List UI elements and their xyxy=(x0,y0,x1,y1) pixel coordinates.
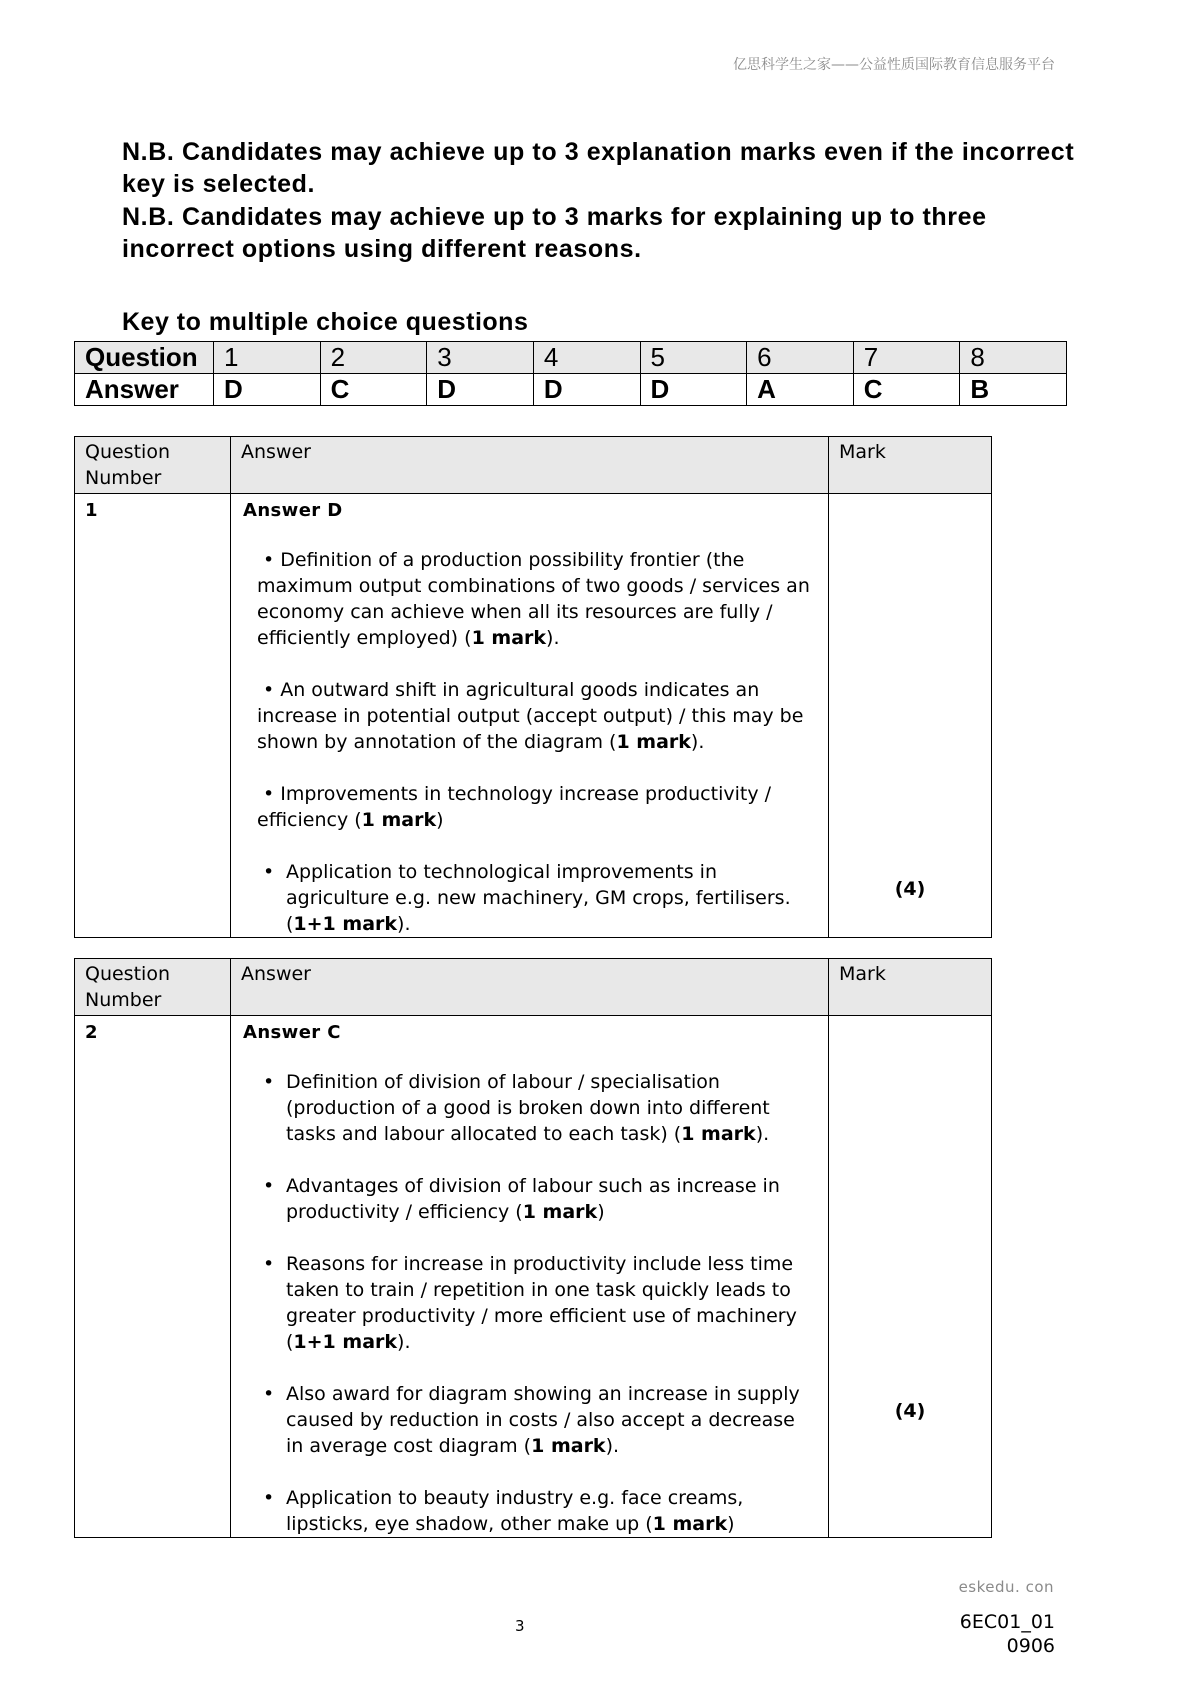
key-question-row xyxy=(75,342,1067,374)
answer-bullet: • Improvements in technology increase productivity / efficiency (1 mark) xyxy=(257,783,772,831)
key-answer-cell: C xyxy=(320,374,427,406)
key-question-label: Question xyxy=(75,342,214,374)
mark-scheme-body-row xyxy=(75,1016,992,1538)
answer-bullet: • An outward shift in agricultural goods indicates an increase in potential output (accept output) / this may be shown by annotation of the diagram (1 mark). xyxy=(257,679,804,753)
key-answer-cell: D xyxy=(640,374,747,406)
answer-key-label: Answer C xyxy=(243,1022,341,1043)
question-number-header: Question Number xyxy=(85,963,170,1011)
key-question-cell: 2 xyxy=(320,342,427,374)
key-question-cell: 6 xyxy=(747,342,854,374)
document-code xyxy=(960,1610,1055,1658)
answer-bullet-list xyxy=(231,547,828,937)
bullet-dot-icon: • xyxy=(263,1487,275,1509)
mark-scheme-table-q1 xyxy=(74,436,992,938)
key-answer-cell: C xyxy=(853,374,960,406)
key-answer-cell: D xyxy=(427,374,534,406)
answer-bullet: • Application to beauty industry e.g. face creams, lipsticks, eye shadow, other make up (1 mark) xyxy=(263,1487,744,1535)
answer-header: Answer xyxy=(241,441,311,463)
answer-bullet: • Definition of a production possibility frontier (the maximum output combinations of two goods / services an economy can achieve when all its resources are fully / efficiently employed) (1 mark). xyxy=(257,549,810,649)
question-number: 1 xyxy=(85,500,98,521)
bullet-dot-icon: • xyxy=(263,679,275,701)
bullet-dot-icon: • xyxy=(263,1383,275,1405)
key-answer-cell: A xyxy=(747,374,854,406)
mark-scheme-table-q2 xyxy=(74,958,992,1538)
key-title: Key to multiple choice questions xyxy=(122,308,529,336)
key-answer-cell: D xyxy=(214,374,321,406)
document-code-line: 0906 xyxy=(1006,1635,1055,1657)
bullet-dot-icon: • xyxy=(263,1071,275,1093)
page-number: 3 xyxy=(515,1617,525,1635)
mark-scheme-header-row xyxy=(75,437,992,494)
key-answer-cell: D xyxy=(533,374,640,406)
answer-bullet: • Also award for diagram showing an increase in supply caused by reduction in costs / also accept a decrease in average cost diagram (1 mark). xyxy=(263,1383,800,1457)
key-question-cell: 7 xyxy=(853,342,960,374)
note-incorrect-options: N.B. Candidates may achieve up to 3 marks for explaining up to three incorrect options using different reasons. xyxy=(122,203,987,263)
mark-header: Mark xyxy=(839,963,886,985)
question-number: 2 xyxy=(85,1022,98,1043)
bullet-dot-icon: • xyxy=(263,861,275,883)
answer-header: Answer xyxy=(241,963,311,985)
bullet-dot-icon: • xyxy=(263,1175,275,1197)
mark-scheme-header-row xyxy=(75,959,992,1016)
answer-bullet: • Reasons for increase in productivity include less time taken to train / repetition in one task quickly leads to greater productivity / more efficient use of machinery (1+1 mark). xyxy=(263,1253,797,1353)
key-question-cell: 4 xyxy=(533,342,640,374)
answer-bullet: • Advantages of division of labour such as increase in productivity / efficiency (1 mark) xyxy=(263,1175,780,1223)
question-number-header: Question Number xyxy=(85,441,170,489)
bullet-dot-icon: • xyxy=(263,783,275,805)
total-mark: (4) xyxy=(894,1400,926,1422)
note-explanation-marks: N.B. Candidates may achieve up to 3 explanation marks even if the incorrect key is selected. xyxy=(122,138,1075,198)
document-code-line: 6EC01_01 xyxy=(959,1611,1055,1633)
key-question-cell: 5 xyxy=(640,342,747,374)
answer-bullet: • Definition of division of labour / specialisation (production of a good is broken down into different tasks and labour allocated to each task) (1 mark). xyxy=(263,1071,770,1145)
key-answer-row xyxy=(75,374,1067,406)
key-question-cell: 8 xyxy=(960,342,1067,374)
answer-bullet: • Application to technological improvements in agriculture e.g. new machinery, GM crops, fertilisers. (1+1 mark). xyxy=(263,861,791,935)
key-question-cell: 1 xyxy=(214,342,321,374)
key-answer-label: Answer xyxy=(75,374,214,406)
mark-scheme-body-row xyxy=(75,494,992,938)
header-watermark: 亿思科学生之家——公益性质国际教育信息服务平台 xyxy=(733,57,1055,73)
key-question-cell: 3 xyxy=(427,342,534,374)
answer-bullet-list xyxy=(231,1069,828,1537)
total-mark: (4) xyxy=(894,878,926,900)
key-answer-cell: B xyxy=(960,374,1067,406)
answer-key-label: Answer D xyxy=(243,500,343,521)
bullet-dot-icon: • xyxy=(263,1253,275,1275)
bullet-dot-icon: • xyxy=(263,549,275,571)
mark-header: Mark xyxy=(839,441,886,463)
footer-site: eskedu. con xyxy=(958,1578,1054,1596)
answer-key-table xyxy=(74,341,1067,406)
